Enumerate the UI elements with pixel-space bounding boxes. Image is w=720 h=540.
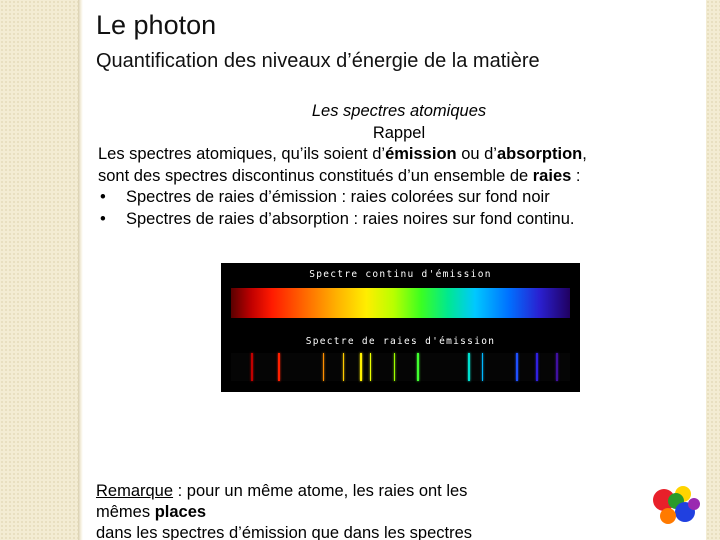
emission-spectrum-band — [231, 353, 570, 381]
emission-line — [360, 353, 362, 381]
emission-keyword: émission — [385, 145, 457, 163]
emission-line — [278, 353, 280, 381]
emission-line — [394, 353, 396, 381]
remark-paragraph — [96, 481, 592, 540]
bullet-text: Spectres de raies d’absorption : raies noires sur fond continu. — [126, 209, 575, 228]
emission-line — [516, 353, 518, 381]
emission-line — [468, 353, 470, 381]
bullet-icon: • — [100, 209, 106, 228]
band-divider — [78, 0, 83, 540]
emission-spectrum-label: Spectre de raies d'émission — [305, 336, 496, 347]
emission-line — [323, 353, 325, 381]
paragraph-line-2 — [98, 166, 700, 188]
left-decorative-band — [0, 0, 78, 540]
remark-text: : pour un même atome, les raies ont les — [173, 482, 468, 500]
bullet-item-absorption — [98, 209, 700, 231]
paragraph-text: , — [582, 145, 587, 163]
ball-orange — [660, 508, 676, 524]
emission-line — [343, 353, 345, 381]
colored-balls-icon — [650, 484, 700, 526]
bullet-text: Spectres de raies d’émission : raies colorées sur fond noir — [126, 188, 550, 206]
emission-line — [536, 353, 538, 381]
emission-line — [370, 353, 372, 381]
paragraph-text: : — [571, 166, 581, 185]
emission-line — [556, 353, 558, 381]
emission-line — [417, 353, 419, 381]
ball-purple — [688, 498, 700, 510]
slide-body — [98, 101, 700, 230]
places-keyword: places — [154, 503, 207, 521]
right-decorative-band — [706, 0, 720, 540]
bullet-item-emission — [98, 187, 700, 209]
remark-text: mêmes — [96, 503, 155, 521]
slide-title: Le photon — [96, 10, 217, 40]
remark-label: Remarque — [96, 482, 174, 500]
continuous-spectrum-band — [231, 288, 570, 318]
paragraph-line-1 — [98, 144, 700, 166]
paragraph-text: ou d’ — [456, 145, 497, 163]
spectrum-figure — [221, 263, 580, 392]
paragraph-text: sont des spectres discontinus constitués d’un ensemble de — [98, 166, 533, 185]
raies-keyword: raies — [532, 166, 572, 185]
slide-subtitle: Quantification des niveaux d’énergie de la matière — [96, 50, 540, 72]
paragraph-text: Les spectres atomiques, qu’ils soient d’ — [98, 145, 386, 163]
continuous-spectrum-label: Spectre continu d'émission — [309, 269, 492, 280]
remark-text: dans les spectres d’émission que dans les spectres — [96, 524, 473, 540]
section-subheading: Rappel — [372, 123, 426, 142]
section-heading: Les spectres atomiques — [311, 102, 487, 120]
emission-line — [482, 353, 484, 381]
absorption-keyword: absorption — [496, 145, 583, 163]
emission-line — [251, 353, 253, 381]
bullet-icon: • — [100, 188, 106, 206]
